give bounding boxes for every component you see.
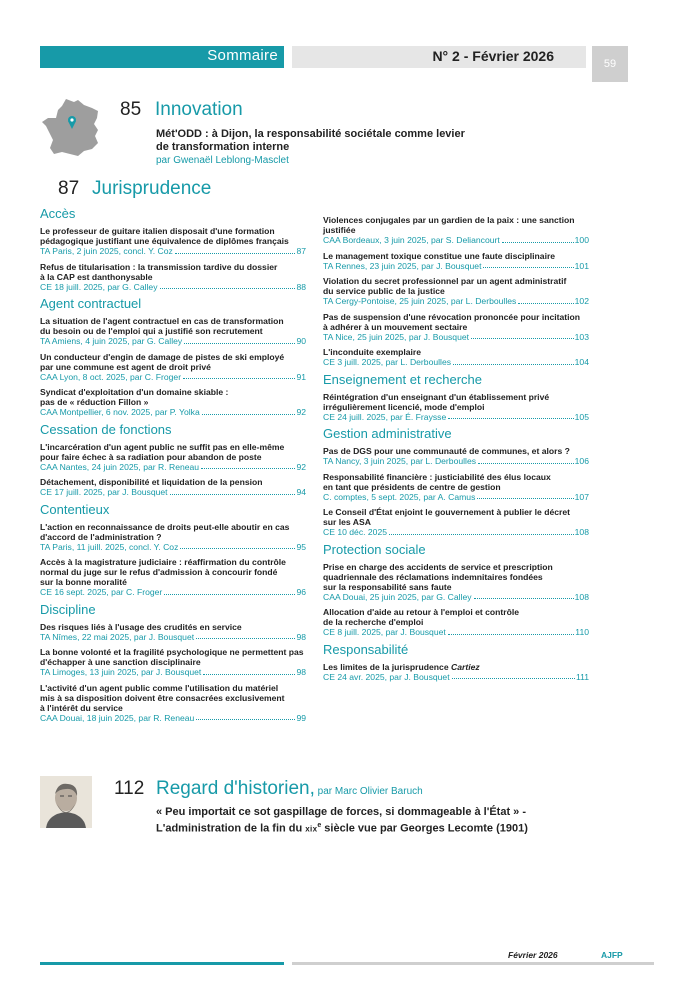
dot-leader: [502, 235, 574, 243]
entry-title-line: [40, 262, 306, 272]
entry-title-line: [323, 572, 589, 582]
toc-section: [323, 426, 589, 538]
toc-section: [40, 296, 306, 418]
entry-reference: [323, 357, 589, 368]
toc-right-column: [323, 210, 589, 686]
entry-reference: [323, 492, 589, 503]
entry-title-text: Allocation d'aide au retour à l'emploi et contrôle: [323, 607, 520, 617]
toc-section: [323, 215, 589, 368]
entry-reference-text: TA Nancy, 3 juin 2025, par L. Derboulles: [323, 456, 477, 466]
entry-title-text: justifiée: [323, 225, 356, 235]
entry-title-text: Violation du secret professionnel par un agent administratif: [323, 276, 567, 286]
entry-title: [323, 472, 589, 492]
entry-title: [40, 557, 306, 587]
dot-leader: [203, 667, 295, 675]
entry-title-line: [40, 657, 306, 667]
entry-page-number: 96: [296, 587, 306, 597]
entry-title-text: à l'intérêt du service: [40, 702, 123, 713]
dot-leader: [389, 527, 574, 535]
toc-entry[interactable]: [40, 442, 306, 473]
entry-title-text: du besoin ou de l'emploi qui a justifié son recrutement: [40, 326, 263, 336]
entry-title-text: Le management toxique constitue une faute disciplinaire: [323, 250, 556, 261]
toc-entry[interactable]: [40, 262, 306, 293]
dot-leader: [196, 713, 295, 721]
entry-reference: [40, 542, 306, 553]
dot-leader: [483, 261, 573, 269]
entry-title-text: pas de « réduction Fillon »: [40, 397, 149, 407]
france-map-icon: [40, 96, 104, 160]
entry-reference: [40, 667, 306, 678]
entry-page-number: 92: [296, 461, 306, 472]
entry-page-number: 102: [574, 296, 589, 306]
dot-leader: [477, 492, 573, 500]
entry-page-number: 87: [296, 246, 306, 256]
regard-author: par Marc Olivier Baruch: [314, 786, 423, 797]
page-number-box: [592, 46, 628, 82]
regard-century-sup: e: [317, 822, 322, 829]
entry-reference-text: TA Nîmes, 22 mai 2025, par J. Bousquet: [40, 631, 195, 642]
toc-entry[interactable]: [40, 477, 306, 498]
innovation-article-line: de transformation interne: [156, 140, 290, 153]
entry-title: [40, 387, 306, 407]
entry-title-line: [40, 477, 306, 487]
entry-reference: [40, 587, 306, 598]
entry-title-text: Pas de suspension d'une révocation prononcée pour incitation: [323, 311, 581, 322]
entry-title: [40, 226, 306, 246]
entry-title-text: quadriennale des réclamations indemnitaires fondées: [323, 571, 543, 582]
entry-page-number: 90: [296, 336, 306, 346]
entry-title-line: [323, 322, 589, 332]
entry-title-line: [40, 452, 306, 462]
toc-entry[interactable]: [40, 316, 306, 347]
entry-title-line: [323, 507, 589, 517]
entry-title-line: [40, 442, 306, 452]
entry-title-text: mis à sa disposition doivent être consacrées exclusivement: [40, 692, 285, 703]
footer-grey-bar: [292, 962, 654, 965]
entry-reference: [323, 412, 589, 423]
entry-reference-text: CE 18 juill. 2025, par G. Calley: [40, 281, 158, 292]
entry-title-text: Les limites de la jurisprudence: [323, 661, 451, 672]
entry-title: [323, 507, 589, 527]
entry-reference: [323, 592, 589, 603]
entry-title-line: [323, 312, 589, 322]
toc-entry[interactable]: [40, 226, 306, 257]
toc-entry[interactable]: [40, 647, 306, 678]
entry-title-line: [40, 577, 306, 587]
section-title: Responsabilité: [323, 641, 409, 657]
regard-quote-text: siècle vue par Georges Lecomte (1901): [321, 822, 528, 835]
entry-title-line: [40, 326, 306, 336]
entry-reference: [323, 261, 589, 272]
entry-title-line: [323, 607, 589, 617]
entry-title: [40, 477, 306, 487]
entry-reference: [40, 407, 306, 418]
entry-reference: [323, 332, 589, 343]
entry-title: [40, 622, 306, 632]
entry-page-number: 107: [574, 491, 589, 502]
entry-title: [323, 446, 589, 456]
toc-section: [40, 602, 306, 724]
regard-title-text: Regard d'historien,: [156, 778, 315, 799]
toc-left-column: [40, 206, 306, 727]
dot-leader: [453, 357, 574, 365]
toc-entry[interactable]: [323, 215, 589, 246]
entry-reference-text: CAA Douai, 18 juin 2025, par R. Reneau: [40, 712, 195, 723]
footer-accent-bar: [40, 962, 284, 965]
entry-page-number: 95: [296, 541, 306, 552]
entry-title-line: [323, 347, 589, 357]
section-title: Enseignement et recherche: [323, 371, 482, 387]
entry-title: [40, 316, 306, 336]
toc-entry[interactable]: [40, 522, 306, 553]
jurisprudence-page: 87: [58, 178, 80, 199]
entry-title-text: L'action en reconnaissance de droits peut-elle aboutir en cas: [40, 521, 290, 532]
entry-page-number: 88: [296, 281, 306, 292]
entry-title-text: Un conducteur d'engin de damage de pistes de ski employé: [40, 351, 285, 362]
entry-reference: [323, 456, 589, 467]
entry-page-number: 111: [575, 671, 589, 682]
dot-leader: [196, 632, 295, 640]
entry-title-line: [40, 316, 306, 326]
jurisprudence-title: Jurisprudence: [92, 178, 212, 199]
entry-title: [40, 683, 306, 713]
entry-title: [323, 392, 589, 412]
entry-title: [40, 352, 306, 372]
entry-reference-text: CE 24 avr. 2025, par J. Bousquet: [323, 671, 450, 682]
entry-reference: [40, 632, 306, 643]
entry-title-text: normal du juge sur le refus d'admission à concourir fondé: [40, 567, 278, 577]
entry-title-line: [40, 236, 306, 246]
entry-page-number: 100: [574, 235, 589, 245]
entry-page-number: 104: [574, 357, 589, 367]
toc-entry[interactable]: [323, 607, 589, 638]
entry-title-text: Syndicat d'exploitation d'un domaine skiable :: [40, 387, 229, 397]
entry-title-line: [40, 693, 306, 703]
entry-page-number: 99: [296, 712, 306, 723]
entry-title-line: [323, 215, 589, 225]
header-issue: N° 2 - Février 2026: [432, 48, 554, 64]
entry-page-number: 106: [574, 456, 589, 466]
entry-title: [323, 312, 589, 332]
entry-title-line: [40, 272, 306, 282]
entry-page-number: 105: [574, 411, 589, 422]
entry-reference: [40, 372, 306, 383]
entry-reference: [40, 487, 306, 498]
dot-leader: [201, 462, 295, 470]
entry-title-text: Violences conjugales par un gardien de la paix : une sanction: [323, 215, 575, 225]
entry-title-text: pédagogique justifiant une équivalence de diplômes français: [40, 236, 289, 246]
entry-title-text: d'accord de l'administration ?: [40, 531, 162, 542]
toc-entry[interactable]: [323, 472, 589, 503]
entry-page-number: 98: [296, 631, 306, 642]
entry-reference: [40, 282, 306, 293]
entry-title-text: irrégulièrement licencié, mode d'emploi: [323, 401, 485, 412]
entry-title-text: d'échapper à une sanction disciplinaire: [40, 657, 201, 667]
entry-reference-text: CAA Nantes, 24 juin 2025, par R. Reneau: [40, 461, 200, 472]
toc-entry[interactable]: [40, 557, 306, 598]
regard-title: [156, 778, 423, 800]
regard-article-title: [156, 806, 576, 836]
toc-section: [40, 502, 306, 598]
entry-title-line: [40, 567, 306, 577]
toc-entry[interactable]: [323, 312, 589, 343]
entry-title-text: L'incarcération d'un agent public ne suffit pas en elle-même: [40, 441, 285, 452]
entry-page-number: 98: [296, 667, 306, 677]
entry-reference-text: CAA Montpellier, 6 nov. 2025, par P. Yolka: [40, 407, 200, 417]
entry-reference: [40, 713, 306, 724]
innovation-article-title: [156, 128, 486, 153]
section-title: Cessation de fonctions: [40, 421, 172, 437]
entry-reference: [323, 296, 589, 307]
section-title: Discipline: [40, 601, 96, 617]
dot-leader: [202, 407, 296, 415]
entry-page-number: 108: [574, 591, 589, 602]
entry-reference: [323, 527, 589, 538]
entry-title-text: La bonne volonté et la fragilité psychologique ne permettent pas: [40, 647, 304, 657]
entry-title-line: [40, 557, 306, 567]
entry-title-text: Détachement, disponibilité et liquidation de la pension: [40, 477, 263, 487]
entry-title-line: [323, 392, 589, 402]
entry-reference-text: TA Cergy-Pontoise, 25 juin 2025, par L. Derboulles: [323, 296, 517, 306]
entry-title-text: pour faire échec à sa radiation pour abandon de poste: [40, 451, 262, 462]
entry-title: [40, 262, 306, 282]
entry-reference-text: CAA Douai, 25 juin 2025, par G. Calley: [323, 591, 472, 602]
entry-reference-text: TA Nice, 25 juin 2025, par J. Bousquet: [323, 331, 470, 342]
entry-page-number: 101: [574, 260, 589, 271]
entry-title-line: [40, 683, 306, 693]
entry-title-line: [323, 251, 589, 261]
entry-title-text: du service public de la justice: [323, 286, 445, 296]
toc-entry[interactable]: [323, 562, 589, 603]
footer-date: Février 2026: [508, 950, 558, 960]
header-section-title: Sommaire: [207, 47, 278, 64]
entry-reference-text: CE 3 juill. 2025, par L. Derboulles: [323, 357, 452, 367]
entry-title-line: [323, 286, 589, 296]
header-section-band: [40, 46, 284, 68]
entry-page-number: 110: [575, 627, 589, 637]
entry-reference-text: CE 8 juill. 2025, par J. Bousquet: [323, 627, 446, 637]
entry-page-number: 91: [296, 371, 306, 382]
section-title: Protection sociale: [323, 541, 426, 557]
entry-title-text: sur la responsabilité sans faute: [323, 581, 452, 592]
toc-entry[interactable]: [323, 276, 589, 307]
entry-title: [40, 442, 306, 462]
dot-leader: [471, 332, 574, 340]
entry-reference: [323, 672, 589, 683]
dot-leader: [448, 412, 573, 420]
regard-quote-line: « Peu importait ce sot gaspillage de forces, si dommageable à l'État » -: [156, 806, 527, 818]
toc-entry[interactable]: [323, 507, 589, 538]
entry-title-text: sur la bonne moralité: [40, 577, 127, 587]
dot-leader: [180, 542, 295, 550]
toc-entry[interactable]: [323, 446, 589, 467]
entry-reference-text: TA Paris, 2 juin 2025, concl. Y. Coz: [40, 246, 173, 256]
entry-title-line: [323, 562, 589, 572]
entry-title-line: [40, 226, 306, 236]
entry-title: [323, 251, 589, 261]
entry-reference-text: CE 24 juill. 2025, par É. Fraysse: [323, 411, 447, 422]
entry-title-text: L'inconduite exemplaire: [323, 347, 422, 357]
entry-title: [323, 347, 589, 357]
dot-leader: [160, 282, 296, 290]
entry-title-text: Des risques liés à l'usage des crudités en service: [40, 621, 242, 632]
entry-title-text: Responsabilité financière : justiciabilité des élus locaux: [323, 471, 551, 482]
entry-title-line: [40, 647, 306, 657]
section-title: Contentieux: [40, 501, 110, 517]
entry-title-text: par une commune est agent de droit privé: [40, 361, 211, 372]
section-title: Agent contractuel: [40, 296, 142, 311]
entry-title-line: [323, 402, 589, 412]
regard-page: 112: [114, 778, 145, 799]
dot-leader: [452, 672, 575, 680]
entry-reference-text: CE 17 juill. 2025, par J. Bousquet: [40, 487, 168, 497]
entry-title-text: de la recherche d'emploi: [323, 617, 424, 627]
entry-title-italic: Cartiez: [451, 661, 480, 672]
regard-quote-text: L'administration de la fin du: [156, 822, 306, 835]
entry-title-line: [323, 446, 589, 456]
dot-leader: [175, 246, 296, 254]
toc-section: [323, 542, 589, 638]
entry-title: [323, 607, 589, 627]
entry-reference-text: TA Rennes, 23 juin 2025, par J. Bousquet: [323, 260, 482, 271]
dot-leader: [164, 587, 295, 595]
entry-reference-text: CAA Bordeaux, 3 juin 2025, par S. Deliancourt: [323, 235, 500, 245]
header-issue-band: [292, 46, 586, 68]
entry-title-text: Le Conseil d'État enjoint le gouvernement à publier le décret: [323, 507, 571, 517]
entry-title: [323, 562, 589, 592]
regard-quote-line: [156, 819, 576, 836]
entry-reference: [323, 627, 589, 638]
entry-title-line: [40, 622, 306, 632]
toc-entry[interactable]: [40, 352, 306, 383]
entry-title-text: à la CAP est danthonysable: [40, 271, 153, 282]
entry-reference-text: CE 16 sept. 2025, par C. Froger: [40, 587, 163, 597]
entry-title-text: Le professeur de guitare italien disposait d'une formation: [40, 226, 275, 236]
regard-century: xix: [305, 824, 318, 834]
entry-title-text: Pas de DGS pour une communauté de communes, et alors ?: [323, 446, 570, 456]
entry-title-text: Prise en charge des accidents de service et prescription: [323, 561, 553, 572]
section-title: Accès: [40, 206, 76, 221]
entry-title-text: en tant que présidents de centre de gestion: [323, 481, 501, 492]
toc-entry[interactable]: [40, 387, 306, 418]
entry-title-text: à adhérer à un mouvement sectaire: [323, 321, 468, 332]
entry-title: [40, 522, 306, 542]
entry-reference: [323, 235, 589, 246]
dot-leader: [518, 296, 573, 304]
dot-leader: [170, 487, 296, 495]
entry-reference: [40, 336, 306, 347]
entry-title: [323, 276, 589, 296]
entry-reference-text: CAA Lyon, 8 oct. 2025, par C. Froger: [40, 371, 182, 382]
entry-title-text: La situation de l'agent contractuel en cas de transformation: [40, 316, 284, 326]
dot-leader: [183, 372, 295, 380]
entry-title-line: [323, 662, 589, 672]
entry-title-line: [40, 397, 306, 407]
toc-section: [323, 372, 589, 423]
entry-title-text: L'activité d'un agent public comme l'utilisation du matériel: [40, 682, 279, 693]
toc-entry[interactable]: [323, 251, 589, 272]
entry-title: [323, 215, 589, 235]
footer-brand: AJFP: [601, 950, 623, 960]
entry-title-line: [40, 352, 306, 362]
entry-title-line: [40, 362, 306, 372]
entry-title: [40, 647, 306, 667]
entry-title: [323, 662, 589, 672]
entry-reference: [40, 246, 306, 257]
section-title: Gestion administrative: [323, 426, 452, 441]
entry-reference-text: TA Amiens, 4 juin 2025, par G. Calley: [40, 336, 183, 346]
entry-title-line: [40, 387, 306, 397]
entry-title-line: [323, 225, 589, 235]
entry-title-line: [323, 517, 589, 527]
entry-reference-text: C. comptes, 5 sept. 2025, par A. Camus: [323, 491, 476, 502]
toc-section: [323, 642, 589, 683]
portrait-icon: [40, 776, 92, 828]
entry-title-line: [323, 472, 589, 482]
entry-title-line: [40, 703, 306, 713]
dot-leader: [448, 627, 575, 635]
entry-title-text: sur les ASA: [323, 517, 371, 527]
dot-leader: [474, 592, 574, 600]
toc-section: [40, 206, 306, 292]
entry-title-line: [40, 522, 306, 532]
entry-page-number: 94: [296, 487, 306, 497]
toc-section: [40, 422, 306, 498]
toc-entry[interactable]: [323, 347, 589, 368]
toc-entry[interactable]: [40, 683, 306, 724]
dot-leader: [184, 336, 295, 344]
entry-title-line: [323, 482, 589, 492]
entry-title-line: [40, 532, 306, 542]
dot-leader: [478, 456, 574, 464]
entry-page-number: 103: [574, 331, 589, 342]
toc-entry[interactable]: [323, 662, 589, 683]
entry-reference-text: TA Limoges, 13 juin 2025, par J. Bousquet: [40, 667, 202, 677]
entry-page-number: 108: [574, 527, 589, 537]
innovation-author: par Gwenaël Leblong-Masclet: [156, 155, 289, 166]
innovation-title: Innovation: [155, 99, 243, 120]
page-number: 59: [603, 58, 617, 70]
entry-title-line: [323, 582, 589, 592]
entry-page-number: 92: [296, 407, 306, 417]
entry-title-line: [323, 617, 589, 627]
entry-title-text: Refus de titularisation : la transmission tardive du dossier: [40, 261, 278, 272]
innovation-page: 85: [120, 99, 142, 120]
entry-title-text: Accès à la magistrature judiciaire : réaffirmation du contrôle: [40, 557, 286, 567]
entry-title-text: Réintégration d'un enseignant d'un établissement privé: [323, 391, 550, 402]
toc-entry[interactable]: [40, 622, 306, 643]
toc-entry[interactable]: [323, 392, 589, 423]
entry-title-line: [323, 276, 589, 286]
entry-reference-text: TA Paris, 11 juill. 2025, concl. Y. Coz: [40, 541, 179, 552]
innovation-article-line: Mét'ODD : à Dijon, la responsabilité sociétale comme levier: [156, 128, 465, 140]
entry-reference: [40, 462, 306, 473]
entry-reference-text: CE 10 déc. 2025: [323, 527, 388, 537]
